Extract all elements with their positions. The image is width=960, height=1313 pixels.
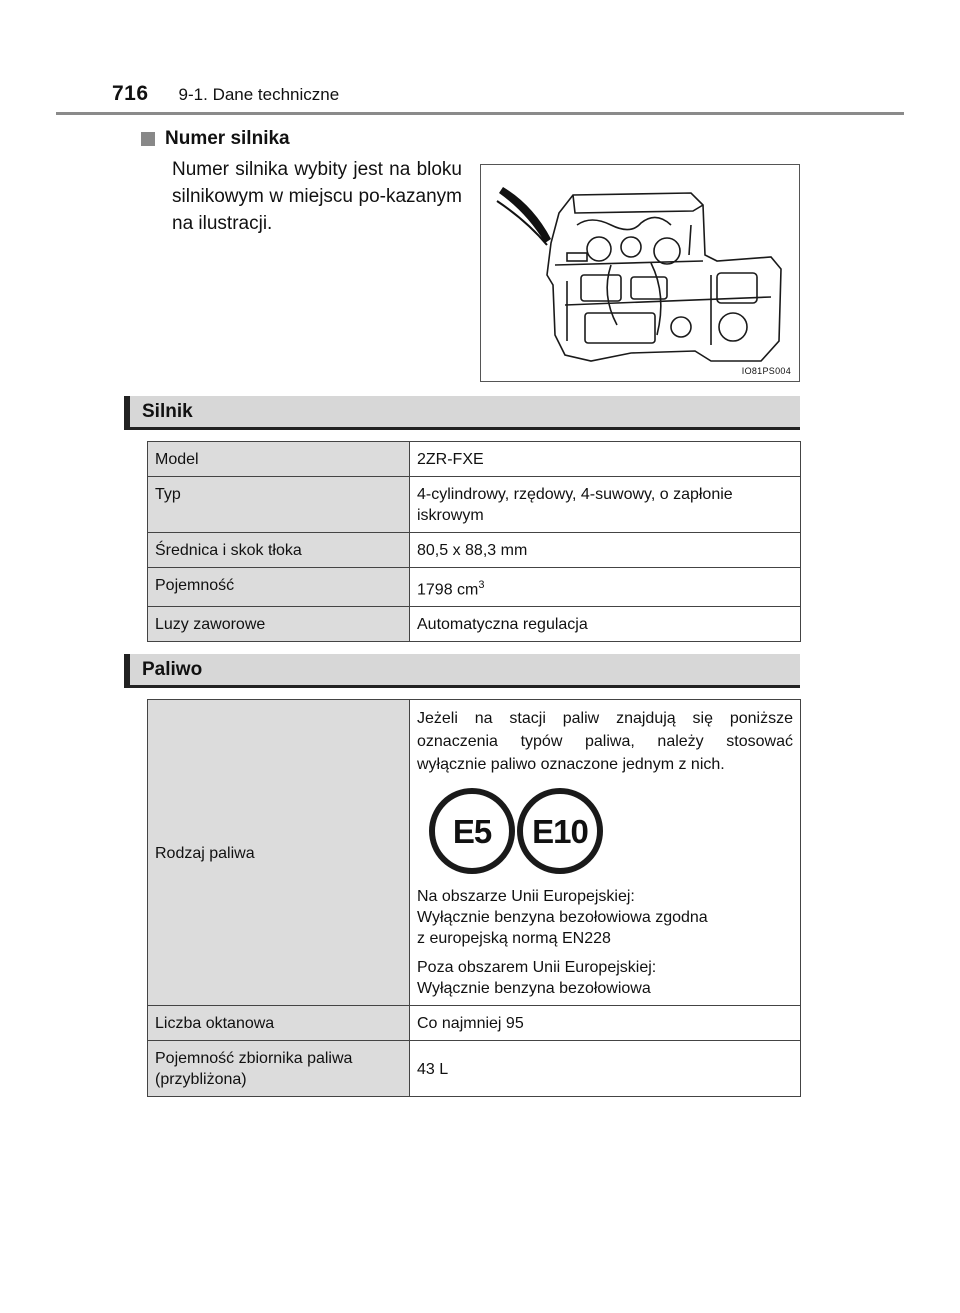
- row-label: Typ: [148, 477, 410, 533]
- row-label: Model: [148, 442, 410, 477]
- engine-illustration: [480, 164, 800, 382]
- table-row: [148, 568, 801, 607]
- note-line: Wyłącznie benzyna bezołowiowa zgodna: [417, 909, 708, 926]
- fuel-note-non-eu: [417, 957, 793, 999]
- table-row: [148, 700, 801, 1006]
- section-bar-engine: [124, 396, 800, 430]
- row-value: Automatyczna regulacja: [410, 607, 801, 642]
- engine-number-description: Numer silnika wybity jest na bloku silnikowym w miejscu po-kazanym na ilustracji.: [172, 159, 462, 234]
- fuel-type-intro: Jeżeli na stacji paliw znajdują się poniższe oznaczenia typów paliwa, należy stosować wyłącznie paliwo oznaczone jednym z nich.: [417, 710, 793, 773]
- table-row: [148, 1006, 801, 1041]
- row-label: [148, 1041, 410, 1097]
- section-heading-text: Numer silnika: [165, 128, 290, 149]
- e5-badge-icon: E5: [429, 788, 515, 874]
- engine-drawing-icon: [481, 165, 799, 381]
- table-row: [148, 477, 801, 533]
- label-line: (przybliżona): [155, 1071, 247, 1088]
- square-bullet-icon: [141, 132, 155, 146]
- note-line: Na obszarze Unii Europejskiej:: [417, 888, 635, 905]
- fuel-note-eu: [417, 886, 793, 949]
- chapter-title: 9-1. Dane techniczne: [178, 85, 340, 104]
- row-value: [410, 568, 801, 607]
- section-bar-title: Paliwo: [142, 659, 203, 680]
- row-label: Rodzaj paliwa: [148, 700, 410, 1006]
- section-bar-fuel: [124, 654, 800, 688]
- displacement-value: 1798 cm: [417, 581, 479, 599]
- fuel-spec-table: [147, 699, 801, 1097]
- row-value: 4-cylindrowy, rzędowy, 4-suwowy, o zapłonie iskrowym: [410, 477, 801, 533]
- page-number: 716: [112, 82, 149, 105]
- table-row: [148, 533, 801, 568]
- unit-superscript: 3: [478, 579, 485, 591]
- row-value: [410, 700, 801, 1006]
- page-header: [112, 82, 339, 106]
- engine-spec-table: [147, 441, 801, 642]
- e10-badge-icon: E10: [517, 788, 603, 874]
- fuel-badges: [429, 788, 793, 874]
- note-line: z europejską normą EN228: [417, 930, 611, 947]
- image-code: IO81PS004: [741, 366, 791, 376]
- row-label: Średnica i skok tłoka: [148, 533, 410, 568]
- section-heading-engine-number: [141, 128, 290, 150]
- row-value: Co najmniej 95: [410, 1006, 801, 1041]
- note-line: Poza obszarem Unii Europejskiej:: [417, 959, 657, 976]
- note-line: Wyłącznie benzyna bezołowiowa: [417, 980, 651, 997]
- label-line: Pojemność zbiornika paliwa: [155, 1050, 353, 1067]
- header-rule: [56, 112, 904, 115]
- table-row: [148, 607, 801, 642]
- row-label: Pojemność: [148, 568, 410, 607]
- row-label: Luzy zaworowe: [148, 607, 410, 642]
- row-value: 2ZR-FXE: [410, 442, 801, 477]
- row-value: 80,5 x 88,3 mm: [410, 533, 801, 568]
- table-row: [148, 1041, 801, 1097]
- table-row: [148, 442, 801, 477]
- section-bar-title: Silnik: [142, 401, 193, 422]
- row-value: 43 L: [410, 1041, 801, 1097]
- row-label: Liczba oktanowa: [148, 1006, 410, 1041]
